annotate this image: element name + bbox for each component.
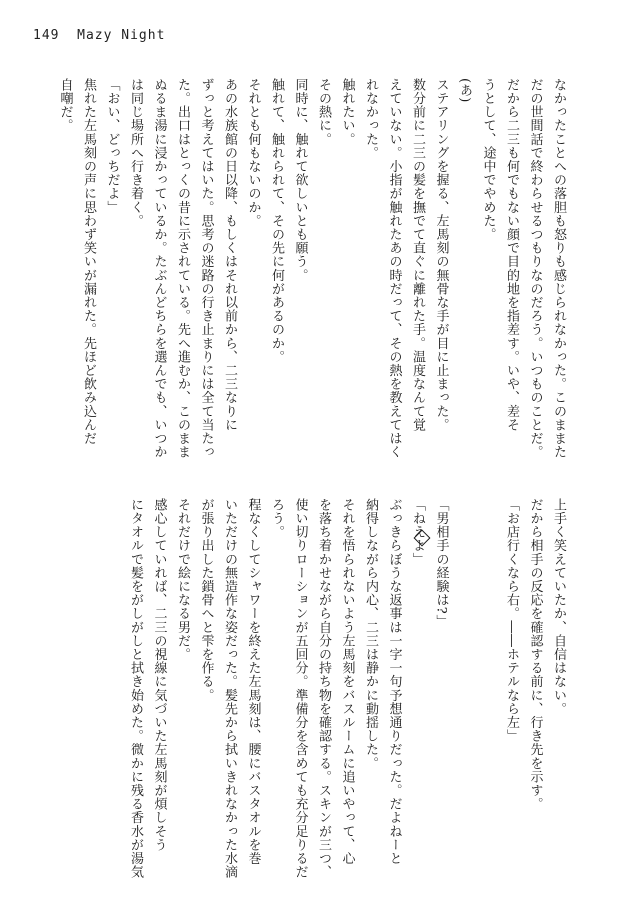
text-line: だの世間話で終わらせるつもりなのだろう。いつものことだ。 [527, 78, 543, 459]
text-line: なかったことへの落胆も怒りも感じられなかった。このままた [551, 78, 566, 459]
text-line [453, 498, 477, 858]
text-line: ぬるま湯に浸かっているか。たぶんどちらを選んでも、いつか [151, 78, 167, 459]
text-line: あの水族館の日以降、もしくはそれ以前から、二三なりに [222, 78, 237, 432]
text-line: を落ち着かせながら自分の持ち物を確認する。スキンが三つ、 [316, 498, 331, 879]
running-header [33, 28, 165, 43]
text-line: た。出口はとっくの昔に示されている。先へ進むか、このまま [175, 78, 190, 459]
book-title: Mazy Night [77, 28, 166, 43]
page-number: 149 [33, 28, 60, 43]
text-line: ろう。 [269, 498, 284, 539]
lower-text-block [124, 498, 571, 879]
text-line: 使い切りローションが五回分。準備分を含めても充分足りるだ [292, 498, 308, 879]
text-line: れなかった。 [363, 78, 378, 160]
text-line: 触れて、触れられて、その先に何があるのか。 [269, 78, 284, 364]
text-line: うとして、途中でやめた。 [480, 78, 496, 242]
text-line: それを悟られないよう左馬刻をバスルームに追いやって、心 [339, 498, 355, 866]
text-line: だから二三も何でもない顔で目的地を指差す。いや、差そ [504, 78, 519, 432]
text-line: 納得しながら内心、二三は静かに動揺した。 [363, 498, 378, 770]
text-line: は同じ場所へ行き着く。 [128, 78, 143, 228]
text-line: 触れたい。 [339, 78, 355, 146]
text-line: ずっと考えてはいた。思考の迷路の行き止まりには全て当たっ [198, 78, 214, 459]
text-line: いただけの無造作な姿だった。髪先から拭いきれなかった水滴 [222, 498, 237, 879]
text-line: 焦れた左馬刻の声に思わず笑いが漏れた。先ほど飲み込んだ [81, 78, 96, 446]
text-line: それだけで絵になる男だ。 [175, 498, 190, 662]
text-line [476, 498, 500, 858]
text-line: ステアリングを握る、左馬刻の無骨な手が目に止まった。 [433, 78, 449, 432]
text-line: 「お店行くなら右。――ホテルなら左」 [504, 498, 519, 743]
text-line: 数分前に二三の髪を撫でて直ぐに離れた手。温度なんて覚 [410, 78, 425, 432]
text-line: 感心していれば、二三の視線に気づいた左馬刻が煩しそう [151, 498, 167, 852]
text-line: 「おい、どっちだよ」 [104, 78, 120, 214]
text-line: 自嘲だ。 [57, 78, 73, 133]
text-line: 同時に、触れて欲しいとも願う。 [292, 78, 308, 282]
text-line: えていない。小指が触れたあの時だって、その熱を教えてはく [386, 78, 402, 459]
text-line: 「ねえよ」 [410, 498, 425, 566]
text-line: ぶっきらぼうな返事は一字一句予想通りだった。だよねーと [386, 498, 402, 866]
upper-text-block [53, 78, 570, 478]
text-line: 程なくしてシャワーを終えた左馬刻は、腰にバスタオルを巻 [245, 498, 261, 866]
text-line: 上手く笑えていたか、自信はない。 [551, 498, 566, 716]
text-line: その熱に。 [316, 78, 331, 146]
text-line: それとも何もないのか。 [245, 78, 261, 228]
text-line: (あ) [457, 78, 472, 103]
text-line: だから相手の反応を確認する前に、行き先を示す。 [527, 498, 543, 811]
text-line: が張り出した鎖骨へと雫を作る。 [198, 498, 214, 702]
text-line: 「男相手の経験は?」 [433, 498, 449, 628]
text-line: にタオルで髪をがしがしと拭き始めた。微かに残る香水が湯気 [128, 498, 143, 879]
